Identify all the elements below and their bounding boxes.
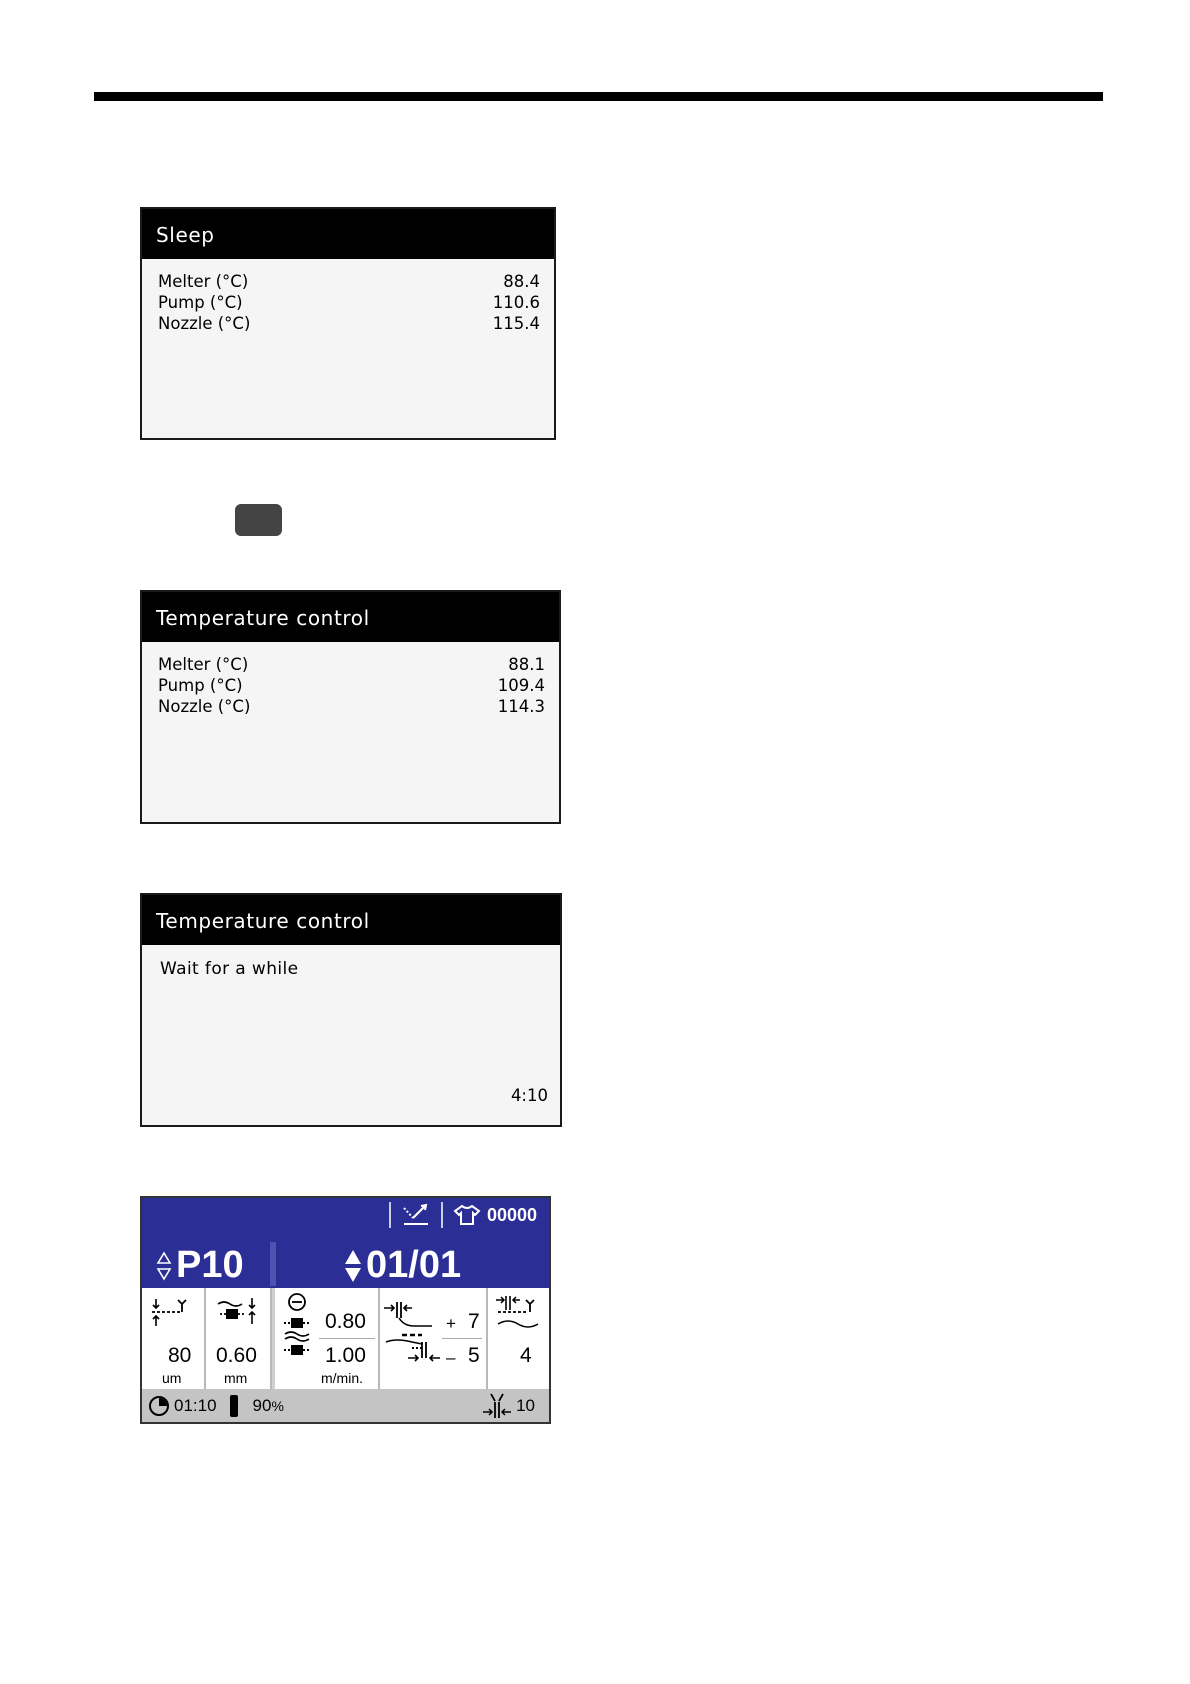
parameter-cells — [142, 1288, 549, 1391]
offset-plus-value: 7 — [468, 1310, 480, 1333]
glue-level: 90% — [252, 1395, 284, 1415]
pump-row: Pump (°C) 110.6 — [158, 293, 540, 312]
melter-row: Melter (°C) 88.4 — [158, 272, 540, 291]
separator — [441, 1202, 443, 1228]
thickness-value: 80 — [168, 1344, 192, 1367]
offset-plus-sign: + — [446, 1314, 456, 1333]
countdown-timer: 4:10 — [510, 1086, 548, 1105]
thickness-cell[interactable] — [142, 1288, 206, 1391]
up-down-outline-icon — [156, 1251, 172, 1281]
offset-minus-sign: – — [446, 1348, 456, 1367]
pump-row: Pump (°C) 109.4 — [158, 676, 545, 695]
moon-icon — [248, 509, 270, 531]
separator — [389, 1202, 391, 1228]
sleep-button[interactable] — [235, 504, 282, 536]
wait-panel — [140, 893, 562, 1127]
shirt-icon[interactable] — [453, 1204, 481, 1226]
top-rule — [94, 92, 1103, 101]
display-footer — [142, 1389, 549, 1422]
up-down-icon — [344, 1249, 362, 1283]
step-number[interactable]: 01/01 — [344, 1244, 461, 1287]
speed-bottom-value: 1.00 — [325, 1344, 366, 1367]
speed-divider — [319, 1338, 375, 1339]
speed-icon — [281, 1292, 313, 1366]
glue-level-icon — [229, 1394, 239, 1418]
width-value: 0.60 — [216, 1344, 257, 1367]
offset-icon — [382, 1302, 444, 1376]
sleep-panel — [140, 207, 556, 440]
main-display — [140, 1196, 551, 1424]
layers-value: 4 — [520, 1344, 532, 1367]
piece-counter: 00000 — [486, 1204, 537, 1225]
layers-icon — [494, 1296, 542, 1334]
spacing-icon — [482, 1392, 512, 1420]
sleep-panel-title: Sleep — [142, 209, 554, 259]
offset-cell[interactable] — [380, 1288, 488, 1391]
cut-mode-icon[interactable] — [401, 1202, 431, 1228]
offset-minus-value: 5 — [468, 1344, 480, 1367]
spacing-value: 10 — [516, 1395, 535, 1415]
melter-row: Melter (°C) 88.1 — [158, 655, 545, 674]
separator — [270, 1242, 276, 1286]
status-bar — [379, 1198, 549, 1232]
wait-message: Wait for a while — [160, 959, 299, 979]
temperature-panel-title: Temperature control — [142, 592, 559, 642]
elapsed-time: 01:10 — [174, 1395, 217, 1415]
tape-width-icon — [216, 1296, 260, 1332]
speed-unit: m/min. — [321, 1370, 363, 1386]
width-unit: mm — [224, 1370, 248, 1386]
program-number[interactable]: P10 — [156, 1244, 244, 1287]
layers-cell[interactable] — [488, 1288, 549, 1391]
speed-cell[interactable] — [272, 1288, 380, 1391]
speed-top-value: 0.80 — [325, 1310, 366, 1333]
thickness-unit: um — [162, 1370, 182, 1386]
nozzle-row: Nozzle (°C) 115.4 — [158, 314, 540, 333]
width-cell[interactable] — [206, 1288, 272, 1391]
thickness-icon — [150, 1296, 196, 1332]
nozzle-row: Nozzle (°C) 114.3 — [158, 697, 545, 716]
display-header — [142, 1198, 549, 1288]
temperature-control-panel — [140, 590, 561, 824]
wait-panel-title: Temperature control — [142, 895, 560, 945]
clock-icon — [148, 1395, 170, 1417]
offset-divider — [442, 1338, 482, 1339]
